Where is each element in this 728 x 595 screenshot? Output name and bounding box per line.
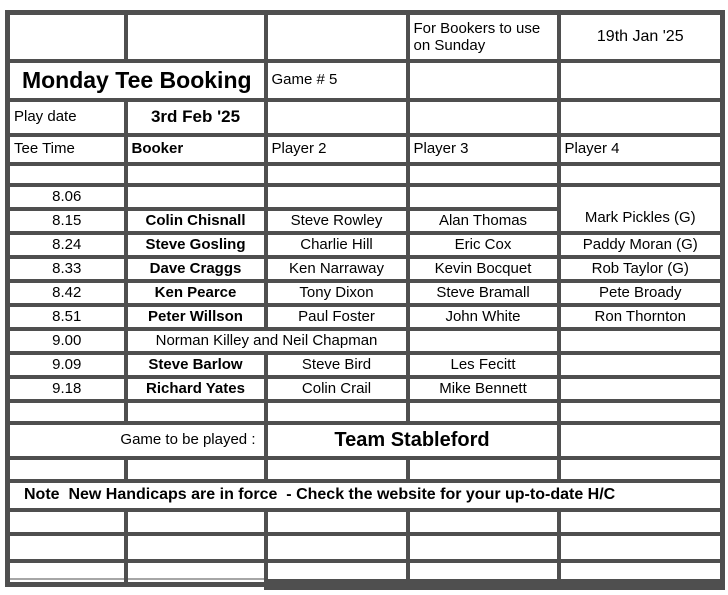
empty-cell	[126, 534, 266, 561]
player2-cell	[266, 185, 408, 209]
booker-cell: Peter Willson	[126, 305, 266, 329]
tee-time-cell: 9.00	[8, 329, 126, 353]
tee-time-cell: 8.06	[8, 185, 126, 209]
booking-row	[8, 305, 723, 329]
empty-cell	[8, 458, 126, 481]
empty-cell	[266, 561, 408, 585]
empty-cell	[266, 13, 408, 61]
issue-date-cell: 19th Jan '25	[559, 13, 723, 61]
empty-cell	[408, 510, 559, 534]
note-row	[8, 481, 723, 510]
game-label-cell: Game to be played :	[8, 423, 266, 458]
info-row	[8, 13, 723, 61]
empty-cell	[408, 458, 559, 481]
tee-time-cell: 9.09	[8, 353, 126, 377]
player3-cell: Steve Bramall	[408, 281, 559, 305]
player3-cell: Alan Thomas	[408, 209, 559, 233]
play-date-row	[8, 100, 723, 135]
booker-cell: Ken Pearce	[126, 281, 266, 305]
handicap-note-cell: Note New Handicaps are in force - Check the website for your up-to-date H/C	[8, 481, 723, 510]
spacer-row	[8, 164, 723, 185]
tee-booking-table	[5, 10, 725, 590]
booker-cell: Steve Barlow	[126, 353, 266, 377]
tee-time-cell: 8.15	[8, 209, 126, 233]
player2-cell: Ken Narraway	[266, 257, 408, 281]
player4-cell: Pete Broady	[559, 281, 723, 305]
empty-cell	[266, 458, 408, 481]
player3-cell: Kevin Bocquet	[408, 257, 559, 281]
player4-cell: Paddy Moran (G)	[559, 233, 723, 257]
player2-cell: Steve Rowley	[266, 209, 408, 233]
player3-cell: Mike Bennett	[408, 377, 559, 401]
empty-cell	[559, 458, 723, 481]
player3-cell: Les Fecitt	[408, 353, 559, 377]
booker-cell: Steve Gosling	[126, 233, 266, 257]
player2-cell: Colin Crail	[266, 377, 408, 401]
booker-player2-merged-cell: Norman Killey and Neil Chapman	[126, 329, 408, 353]
empty-cell	[408, 164, 559, 185]
tee-time-cell: 8.24	[8, 233, 126, 257]
game-row	[8, 423, 723, 458]
empty-cell	[126, 510, 266, 534]
empty-cell	[559, 423, 723, 458]
empty-cell	[559, 100, 723, 135]
empty-cell	[559, 561, 723, 585]
spacer-row	[8, 561, 723, 585]
empty-cell	[559, 510, 723, 534]
player2-cell: Steve Bird	[266, 353, 408, 377]
booking-row	[8, 257, 723, 281]
empty-cell	[126, 164, 266, 185]
col-header-booker: Booker	[126, 135, 266, 164]
empty-cell	[408, 561, 559, 585]
player2-cell: Paul Foster	[266, 305, 408, 329]
player2-cell: Charlie Hill	[266, 233, 408, 257]
empty-cell	[8, 534, 126, 561]
player4-cell	[559, 329, 723, 353]
booker-cell: Dave Craggs	[126, 257, 266, 281]
player3-cell: Eric Cox	[408, 233, 559, 257]
player4-cell: Rob Taylor (G)	[559, 257, 723, 281]
empty-cell	[408, 61, 559, 100]
empty-cell	[559, 164, 723, 185]
tee-time-cell: 8.51	[8, 305, 126, 329]
booker-cell: Richard Yates	[126, 377, 266, 401]
player4-cell	[559, 377, 723, 401]
booking-row	[8, 353, 723, 377]
player4-cell: Mark Pickles (G)	[559, 185, 723, 233]
empty-cell	[266, 164, 408, 185]
empty-cell	[559, 401, 723, 423]
play-date-value: 3rd Feb '25	[126, 100, 266, 135]
empty-cell	[408, 401, 559, 423]
empty-cell	[559, 534, 723, 561]
empty-cell	[126, 458, 266, 481]
bookers-note-cell: For Bookers to use on Sunday	[408, 13, 559, 61]
empty-cell	[266, 401, 408, 423]
empty-cell	[8, 510, 126, 534]
game-value-cell: Team Stableford	[266, 423, 559, 458]
player4-cell: Ron Thornton	[559, 305, 723, 329]
tee-time-cell: 9.18	[8, 377, 126, 401]
booker-cell: Colin Chisnall	[126, 209, 266, 233]
booking-row	[8, 329, 723, 353]
play-date-label: Play date	[8, 100, 126, 135]
spacer-row	[8, 510, 723, 534]
player3-cell	[408, 185, 559, 209]
col-header-player3: Player 3	[408, 135, 559, 164]
tee-time-cell: 8.33	[8, 257, 126, 281]
booking-row	[8, 233, 723, 257]
empty-cell	[559, 61, 723, 100]
booking-row	[8, 185, 723, 209]
game-number-cell: Game # 5	[266, 61, 408, 100]
empty-cell	[408, 534, 559, 561]
spacer-row	[8, 458, 723, 481]
tee-time-cell: 8.42	[8, 281, 126, 305]
booking-row	[8, 377, 723, 401]
player4-cell	[559, 353, 723, 377]
empty-cell	[266, 534, 408, 561]
empty-cell	[8, 561, 126, 585]
title-row	[8, 61, 723, 100]
empty-cell	[266, 100, 408, 135]
col-header-player4: Player 4	[559, 135, 723, 164]
empty-cell	[126, 561, 266, 585]
sheet-title: Monday Tee Booking	[8, 61, 266, 100]
booker-cell	[126, 185, 266, 209]
spacer-row	[8, 534, 723, 561]
empty-cell	[126, 401, 266, 423]
booking-row	[8, 281, 723, 305]
player3-cell	[408, 329, 559, 353]
empty-cell	[8, 401, 126, 423]
empty-cell	[266, 510, 408, 534]
empty-cell	[8, 13, 126, 61]
empty-cell	[8, 164, 126, 185]
col-header-tee-time: Tee Time	[8, 135, 126, 164]
col-header-player2: Player 2	[266, 135, 408, 164]
player2-cell: Tony Dixon	[266, 281, 408, 305]
empty-cell	[126, 13, 266, 61]
empty-cell	[408, 100, 559, 135]
column-header-row	[8, 135, 723, 164]
spacer-row	[8, 401, 723, 423]
player3-cell: John White	[408, 305, 559, 329]
